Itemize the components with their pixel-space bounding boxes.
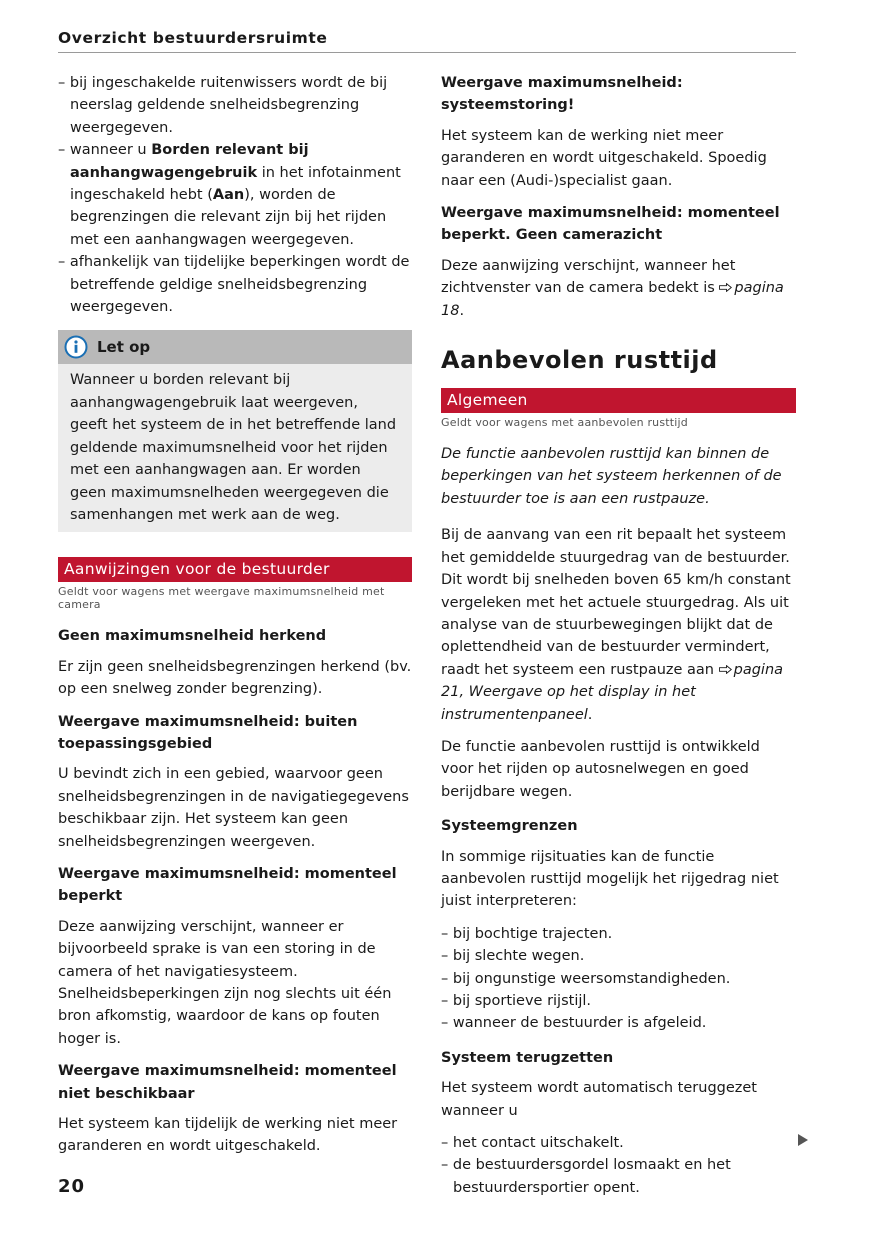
paragraph: Er zijn geen snelheidsbegrenzingen herkend (bv. op een snelweg zonder begrenzing). xyxy=(58,658,412,698)
chapter-title: Aanbevolen rusttijd xyxy=(441,346,718,375)
list-item: – bij sportieve rijstijl. xyxy=(441,990,796,1012)
subheading: Weergave maximumsnelheid: momenteel beperkt. Geen camerazicht xyxy=(441,205,780,244)
applies-to-text: Geldt voor wagens met weergave maximumsnelheid met camera xyxy=(58,585,385,612)
paragraph: In sommige rijsituaties kan de functie aanbevolen rusttijd mogelijk het rijgedrag niet juist interpreteren: xyxy=(441,848,779,910)
page-reference-link[interactable]: pagina 18 xyxy=(441,280,784,319)
section-title-bar: Aanwijzingen voor de bestuurder xyxy=(58,557,412,582)
info-icon xyxy=(64,335,88,359)
list-item: – afhankelijk van tijdelijke beperkingen wordt de betreffende geldige snelheidsbegrenzing weergegeven. xyxy=(58,251,412,318)
paragraph: U bevindt zich in een gebied, waarvoor geen snelheidsbegrenzingen in de navigatiegegevens beschikbaar zijn. Het systeem kan geen snelheidsbegrenzingen weergeven. xyxy=(58,766,409,850)
subheading: Systeem terugzetten xyxy=(441,1049,614,1066)
paragraph: Het systeem kan de werking niet meer garanderen en wordt uitgeschakeld. Spoedig naar een (Audi-)specialist gaan. xyxy=(441,127,767,189)
page-number: 20 xyxy=(58,1176,86,1197)
note-header xyxy=(58,330,412,364)
continue-triangle-icon xyxy=(797,1132,809,1146)
page-header xyxy=(58,28,796,53)
page-reference-link[interactable]: pagina 21, Weergave op het display in het instrumentenpaneel xyxy=(441,661,784,723)
paragraph: Het systeem kan tijdelijk de werking niet meer garanderen en wordt uitgeschakeld. xyxy=(58,1116,398,1155)
arrow-link-icon xyxy=(719,659,732,681)
right-column xyxy=(441,72,796,1199)
header-title: Overzicht bestuurdersruimte xyxy=(58,29,328,47)
list-item: – wanneer de bestuurder is afgeleid. xyxy=(441,1012,796,1034)
intro-paragraph: De functie aanbevolen rusttijd kan binnen de beperkingen van het systeem herkennen of de bestuurder toe is aan een rustpauze. xyxy=(441,446,782,507)
paragraph: Deze aanwijzing verschijnt, wanneer er bijvoorbeeld sprake is van een storing in de camera of het navigatiesysteem. Snelheidsbeperkingen zijn nog slechts uit één bron afkomstig, waardoor de kans op fouten hoger is. xyxy=(58,918,392,1047)
applies-to-text: Geldt voor wagens met aanbevolen rusttijd xyxy=(441,416,688,430)
paragraph: De functie aanbevolen rusttijd is ontwikkeld voor het rijden op autosnelwegen en goed berijdbare wegen. xyxy=(441,738,760,800)
note-title: Let op xyxy=(97,338,151,357)
arrow-link-icon xyxy=(719,277,732,299)
subheading: Weergave maximumsnelheid: buiten toepassingsgebied xyxy=(58,713,358,752)
paragraph: Bij de aanvang van een rit bepaalt het systeem het gemiddelde stuurgedrag van de bestuurder. Dit wordt bij snelheden boven 65 km/h constant vergeleken met het actuele stuurgedrag. Als uit analyse van de stuurbewegingen blijkt dat de oplettendheid van de bestuurder vermindert, raadt het systeem een rustpauze aan pagina 21, Weergave op het display in het instrumentenpaneel. xyxy=(441,527,791,723)
subheading: Weergave maximumsnelheid: momenteel beperkt xyxy=(58,865,397,905)
subheading: Weergave maximumsnelheid: momenteel niet beschikbaar xyxy=(58,1063,397,1102)
setting-value: Aan xyxy=(212,187,245,204)
section-title-bar: Algemeen xyxy=(441,388,796,413)
note-body: Wanneer u borden relevant bij aanhangwagengebruik laat weergeven, geeft het systeem de in het betreffende land geldende maximumsnelheid voor het rijden met een aanhangwagen aan. Er worden geen maximumsnelheden weergegeven die samenhangen met werk aan de weg. xyxy=(70,372,397,523)
subheading: Weergave maximumsnelheid: systeemstoring! xyxy=(441,75,683,114)
list-item: – het contact uitschakelt. xyxy=(441,1132,796,1154)
subheading: Systeemgrenzen xyxy=(441,818,578,835)
list-item: – bij slechte wegen. xyxy=(441,945,796,967)
paragraph: Deze aanwijzing verschijnt, wanneer het zichtvenster van de camera bedekt is pagina 18. xyxy=(441,257,784,319)
menu-setting-name: Borden relevant bij aanhangwagengebruik xyxy=(70,142,309,181)
subheading: Geen maximumsnelheid herkend xyxy=(58,628,327,645)
paragraph: Het systeem wordt automatisch teruggezet wanneer u xyxy=(441,1080,757,1119)
list-item: – bij bochtige trajecten. xyxy=(441,923,796,945)
note-box xyxy=(58,330,412,532)
left-column xyxy=(58,72,412,1168)
list-item: – de bestuurdersgordel losmaakt en het bestuurdersportier opent. xyxy=(441,1154,796,1199)
list-item: – bij ongunstige weersomstandigheden. xyxy=(441,968,796,990)
list-item: – bij ingeschakelde ruitenwissers wordt de bij neerslag geldende snelheidsbegrenzing weergegeven. xyxy=(58,72,412,139)
list-item: – wanneer u Borden relevant bij aanhangwagengebruik in het infotainment ingeschakeld hebt (Aan), worden de begrenzingen die relevant zijn bij het rijden met een aanhangwagen weergegeven. xyxy=(58,139,412,251)
